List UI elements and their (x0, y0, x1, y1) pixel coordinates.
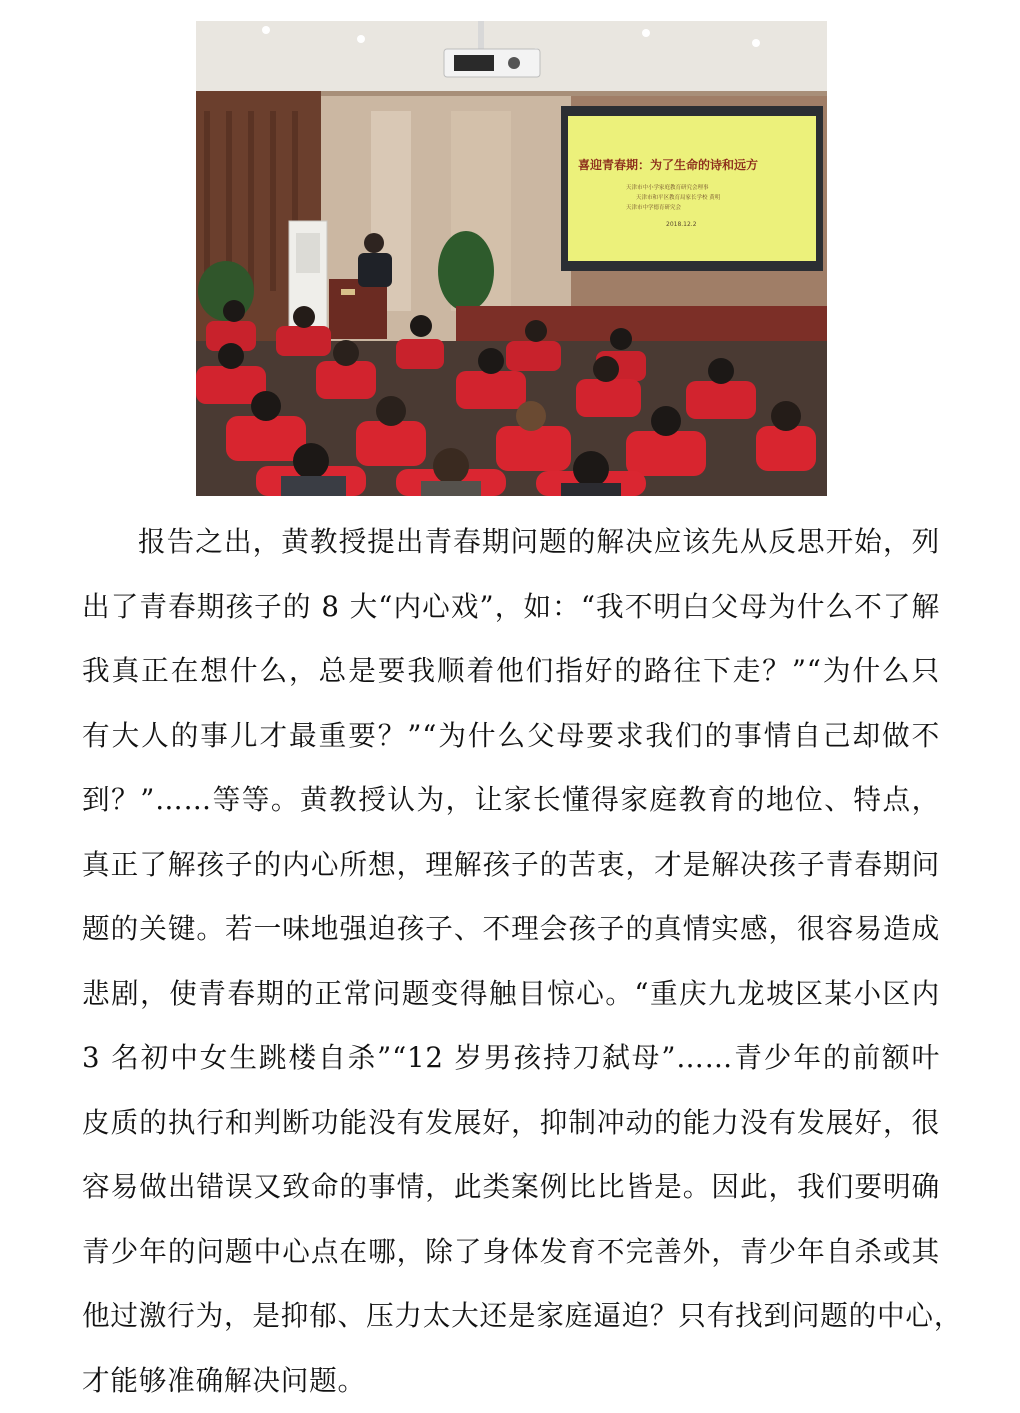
slide-title: 喜迎青春期：为了生命的诗和远方 (578, 157, 758, 172)
plant (438, 231, 494, 311)
slide-date: 2018.12.2 (666, 221, 697, 228)
slide-line: 天津市中学德育研究会 (626, 203, 682, 211)
paragraph-line: 青少年的问题中心点在哪，除了身体发育不完善外，青少年自杀或其 (82, 1220, 940, 1285)
paragraph-line: 有大人的事儿才最重要？”“为什么父母要求我们的事情自己却做不 (82, 704, 940, 769)
slide-line: 天津市和平区教育局家长学校 黄明 (636, 193, 721, 201)
paragraph-line: 皮质的执行和判断功能没有发展好，抑制冲动的能力没有发展好，很 (82, 1091, 940, 1156)
paragraph-line: 我真正在想什么，总是要我顺着他们指好的路往下走？”“为什么只 (82, 639, 940, 704)
article-body (82, 510, 940, 1413)
paragraph-line: 悲剧，使青春期的正常问题变得触目惊心。“重庆九龙坡区某小区内 (82, 962, 940, 1027)
podium (329, 279, 387, 339)
lecture-hall-illustration (196, 21, 827, 496)
paragraph-line: 3 名初中女生跳楼自杀”“12 岁男孩持刀弑母”……青少年的前额叶 (82, 1026, 940, 1091)
paragraph-line: 真正了解孩子的内心所想，理解孩子的苦衷，才是解决孩子青春期问 (82, 833, 940, 898)
paragraph-line: 容易做出错误又致命的事情，此类案例比比皆是。因此，我们要明确 (82, 1155, 940, 1220)
speaker (364, 233, 384, 253)
paragraph-line: 报告之出，黄教授提出青春期问题的解决应该先从反思开始，列 (82, 510, 940, 575)
paragraph-line: 才能够准确解决问题。 (82, 1349, 940, 1413)
slide-line: 天津市中小学家庭教育研究会理事 (626, 183, 709, 191)
paragraph-line: 题的关键。若一味地强迫孩子、不理会孩子的真情实感，很容易造成 (82, 897, 940, 962)
paragraph-line: 出了青春期孩子的 8 大“内心戏”，如：“我不明白父母为什么不了解 (82, 575, 940, 640)
paragraph-line: 到？”……等等。黄教授认为，让家长懂得家庭教育的地位、特点， (82, 768, 940, 833)
paragraph-line: 他过激行为，是抑郁、压力太大还是家庭逼迫？只有找到问题的中心， (82, 1284, 940, 1349)
lecture-photo (196, 21, 827, 496)
